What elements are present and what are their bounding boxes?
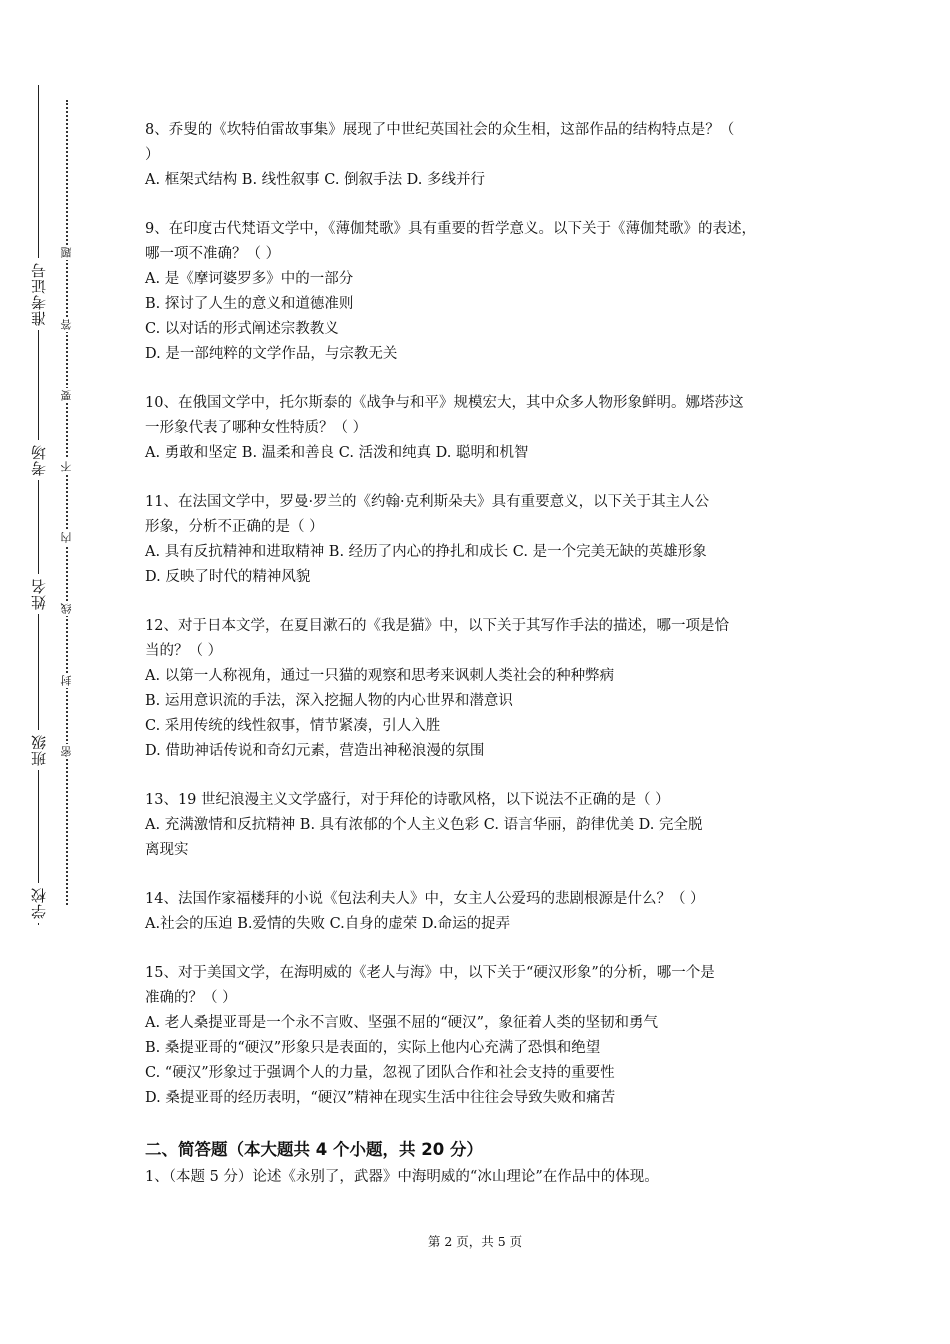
- question-options: A. 框架式结构 B. 线性叙事 C. 倒叙手法 D. 多线并行: [145, 172, 486, 188]
- exam-room-label: 考场: [22, 440, 56, 480]
- page-footer: 第 2 页，共 5 页: [427, 1234, 523, 1249]
- school-label: 学校: [22, 883, 56, 923]
- section-title: 二、简答题（本大题共 4 个小题，共 20 分）: [145, 1140, 483, 1159]
- question-13: [145, 788, 815, 863]
- option-c: C. 采用传统的线性叙事，情节紧凑，引人入胜: [145, 718, 441, 734]
- question-12: [145, 614, 815, 764]
- option-d: D. 是一部纯粹的文学作品，与宗教无关: [145, 346, 398, 362]
- option-b: B. 探讨了人生的意义和道德准则: [145, 296, 354, 312]
- question-11: [145, 490, 815, 590]
- question-stem: 8、乔叟的《坎特伯雷故事集》展现了中世纪英国社会的众生相，这部作品的结构特点是？（: [145, 122, 735, 138]
- question-9: [145, 217, 815, 367]
- option-d: D. 桑提亚哥的经历表明，“硬汉”精神在现实生活中往往会导致失败和痛苦: [145, 1090, 616, 1106]
- seal-char: 线: [58, 601, 76, 616]
- option-c: C. “硬汉”形象过于强调个人的力量，忽视了团队合作和社会支持的重要性: [145, 1065, 615, 1081]
- question-options-cont: 离现实: [145, 842, 189, 858]
- question-stem: 15、对于美国文学，在海明威的《老人与海》中，以下关于“硬汉形象”的分析，哪一个是: [145, 965, 715, 981]
- question-options: A. 勇敢和坚定 B. 温柔和善良 C. 活泼和纯真 D. 聪明和机智: [145, 445, 529, 461]
- question-15: [145, 961, 815, 1111]
- question-stem: ）: [145, 147, 160, 163]
- seal-char: 封: [58, 673, 76, 688]
- question-10: [145, 391, 815, 466]
- question-options: A.社会的压迫 B.爱情的失败 C.自身的虚荣 D.命运的捉弄: [145, 916, 511, 932]
- seal-char: 内: [58, 530, 76, 545]
- exam-number-label: 准考证号: [22, 258, 56, 330]
- option-a: A. 老人桑提亚哥是一个永不言败、坚强不屈的“硬汉”，象征着人类的坚韧和勇气: [145, 1015, 659, 1031]
- seal-char: 要: [58, 388, 76, 403]
- question-options: A. 具有反抗精神和进取精神 B. 经历了内心的挣扎和成长 C. 是一个完美无缺的英雄形象: [145, 544, 707, 560]
- question-stem: 9、在印度古代梵语文学中，《薄伽梵歌》具有重要的哲学意义。以下关于《薄伽梵歌》的表述，: [145, 221, 756, 237]
- class-label: 班级: [22, 730, 56, 770]
- question-14: [145, 887, 815, 937]
- question-stem: 11、在法国文学中，罗曼·罗兰的《约翰·克利斯朵夫》具有重要意义，以下关于其主人公: [145, 494, 710, 510]
- option-b: B. 运用意识流的手法，深入挖掘人物的内心世界和潜意识: [145, 693, 513, 709]
- seal-char: 不: [58, 459, 76, 474]
- option-c: C. 以对话的形式阐述宗教教义: [145, 321, 339, 337]
- option-a: A. 以第一人称视角，通过一只猫的观察和思考来讽刺人类社会的种种弊病: [145, 668, 615, 684]
- option-a: A. 是《摩诃婆罗多》中的一部分: [145, 271, 354, 287]
- seal-dotted-line: [66, 100, 68, 905]
- question-options: A. 充满激情和反抗精神 B. 具有浓郁的个人主义色彩 C. 语言华丽，韵律优美 D. 完全脱: [145, 817, 703, 833]
- seal-char: 答: [58, 317, 76, 332]
- question-8: [145, 118, 815, 193]
- question-stem: 哪一项不准确？（ ）: [145, 246, 281, 262]
- question-stem: 准确的？（ ）: [145, 990, 237, 1006]
- question-stem: 12、对于日本文学，在夏目漱石的《我是猫》中，以下关于其写作手法的描述，哪一项是恰: [145, 618, 729, 634]
- question-stem: 14、法国作家福楼拜的小说《包法利夫人》中，女主人公爱玛的悲剧根源是什么？（ ）: [145, 891, 705, 907]
- option-d: D. 反映了时代的精神风貌: [145, 569, 311, 585]
- name-label: 姓名: [22, 574, 56, 614]
- seal-char: 密: [58, 744, 76, 759]
- question-stem: 13、19 世纪浪漫主义文学盛行，对于拜伦的诗歌风格，以下说法不正确的是（ ）: [145, 792, 670, 808]
- option-d: D. 借助神话传说和奇幻元素，营造出神秘浪漫的氛围: [145, 743, 485, 759]
- question-stem: 当的？（ ）: [145, 643, 223, 659]
- short-answer-question-1: 1、（本题 5 分）论述《永别了，武器》中海明威的“冰山理论”在作品中的体现。: [145, 1169, 659, 1185]
- question-stem: 形象，分析不正确的是（ ）: [145, 519, 324, 535]
- question-stem: 一形象代表了哪种女性特质？（ ）: [145, 420, 368, 436]
- seal-char: 题: [58, 245, 76, 260]
- exam-content: [145, 118, 815, 1190]
- option-b: B. 桑提亚哥的“硬汉”形象只是表面的，实际上他内心充满了恐惧和绝望: [145, 1040, 601, 1056]
- question-stem: 10、在俄国文学中，托尔斯泰的《战争与和平》规模宏大，其中众多人物形象鲜明。娜塔莎这: [145, 395, 744, 411]
- binding-line: [38, 85, 39, 925]
